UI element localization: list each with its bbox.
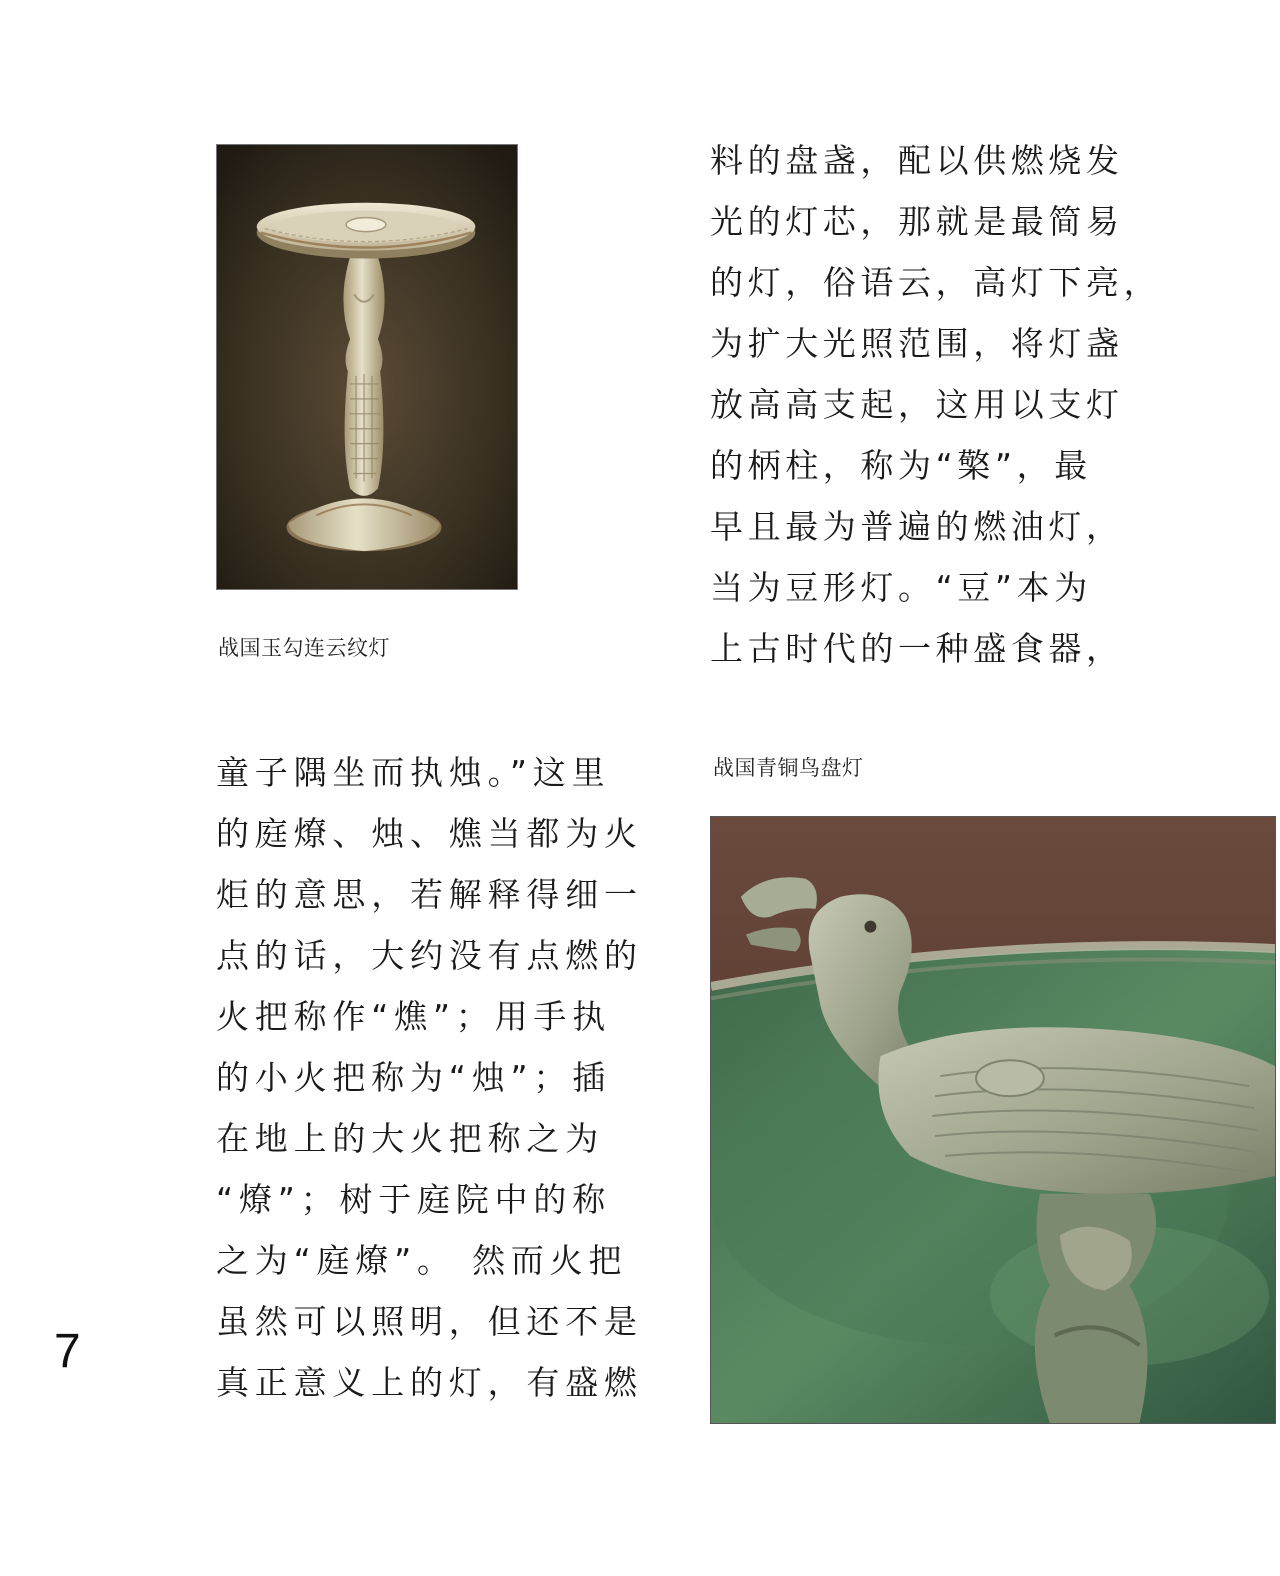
text-line: 之为“庭燎”。 然而火把 <box>216 1241 628 1280</box>
text-line: 早且最为普遍的燃油灯， <box>710 507 1124 546</box>
text-line: 上古时代的一种盛食器， <box>710 629 1124 668</box>
text-line: 的小火把称为“烛”；插 <box>216 1058 611 1097</box>
text-line: 为扩大光照范围，将灯盏 <box>710 324 1124 363</box>
page-number: 7 <box>54 1325 81 1378</box>
text-line: 虽然可以照明，但还不是 <box>216 1302 643 1341</box>
text-line: 炬的意思，若解释得细一 <box>216 875 643 914</box>
text-line: 童子隅坐而执烛。”这里 <box>216 753 611 792</box>
jade-lamp-photo <box>216 144 518 590</box>
text-line: “燎”；树于庭院中的称 <box>216 1180 611 1219</box>
text-line: 光的灯芯，那就是最简易 <box>710 202 1124 241</box>
text-line: 真正意义上的灯，有盛燃 <box>216 1363 643 1402</box>
text-line: 当为豆形灯。“豆”本为 <box>710 568 1092 607</box>
text-line: 的柄柱，称为“檠”，最 <box>710 446 1092 485</box>
text-line: 料的盘盏，配以供燃烧发 <box>710 141 1124 180</box>
bronze-lamp-caption: 战国青铜鸟盘灯 <box>713 756 864 780</box>
jade-lamp-caption: 战国玉勾连云纹灯 <box>218 636 390 660</box>
text-line: 在地上的大火把称之为 <box>216 1119 604 1158</box>
text-line: 点的话，大约没有点燃的 <box>216 936 643 975</box>
left-text-column <box>216 742 643 1413</box>
text-line: 火把称作“燋”；用手执 <box>216 997 611 1036</box>
text-line: 的灯，俗语云，高灯下亮， <box>710 263 1162 302</box>
text-line: 放高高支起，这用以支灯 <box>710 385 1124 424</box>
right-text-column <box>710 130 1161 679</box>
text-line: 的庭燎、烛、燋当都为火 <box>216 814 643 853</box>
bronze-bird-lamp-photo <box>710 816 1276 1424</box>
